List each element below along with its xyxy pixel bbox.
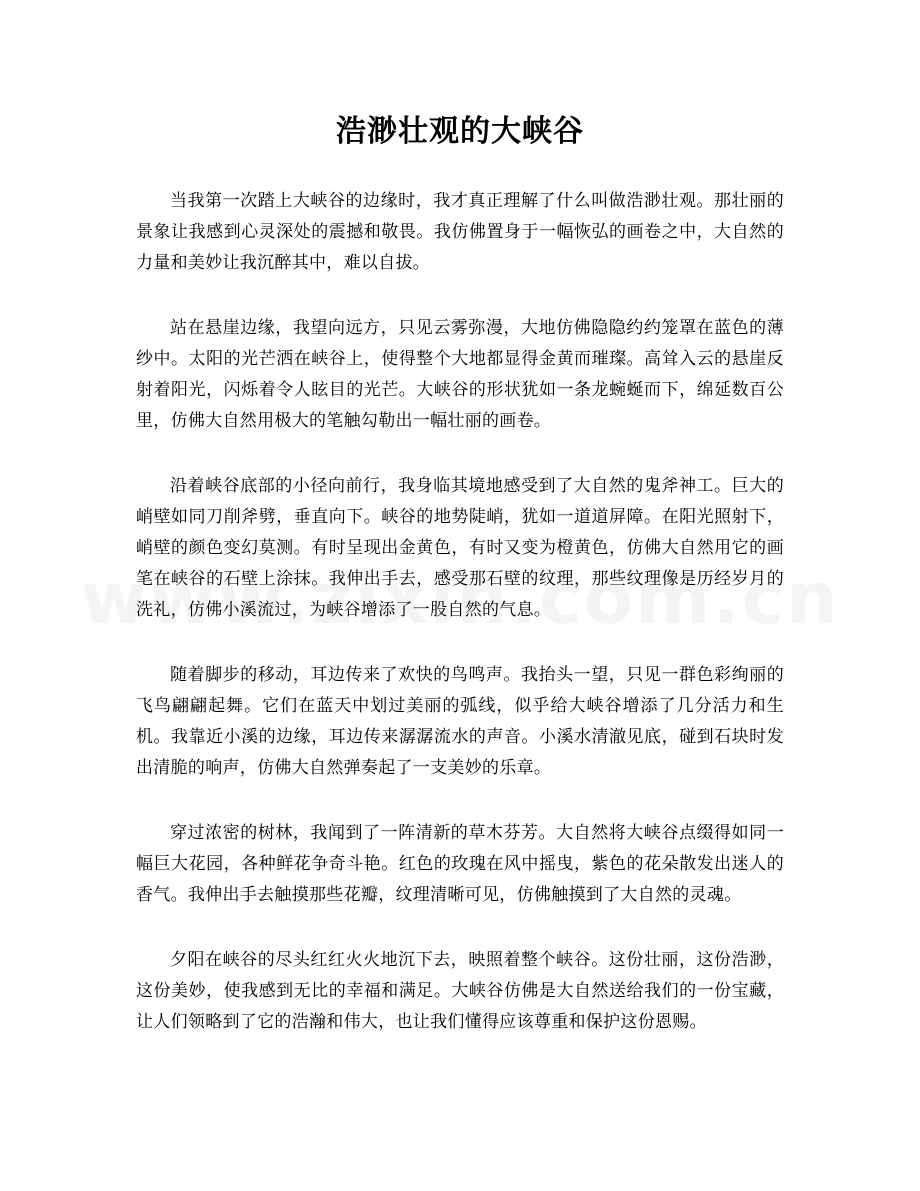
document-title: 浩渺壮观的大峡谷 — [336, 114, 584, 149]
paragraph-3: 沿着峡谷底部的小径向前行，我身临其境地感受到了大自然的鬼斧神工。巨大的峭壁如同刀削斧劈，垂直向下。峡谷的地势陡峭，犹如一道道屏障。在阳光照射下，峭壁的颜色变幻莫测。有时呈现出金黄色，有时又变为橙黄色，仿佛大自然用它的画笔在峡谷的石壁上涂抹。我伸出手去，感受那石壁的纹理，那些纹理像是历经岁月的洗礼，仿佛小溪流过，为峡谷增添了一股自然的气息。 — [136, 476, 784, 620]
document-body — [136, 186, 784, 1072]
paragraph-1: 当我第一次踏上大峡谷的边缘时，我才真正理解了什么叫做浩渺壮观。那壮丽的景象让我感到心灵深处的震撼和敬畏。我仿佛置身于一幅恢弘的画卷之中，大自然的力量和美妙让我沉醉其中，难以自拔。 — [136, 191, 784, 273]
paragraph-2: 站在悬崖边缘，我望向远方，只见云雾弥漫，大地仿佛隐隐约约笼罩在蓝色的薄纱中。太阳的光芒洒在峡谷上，使得整个大地都显得金黄而璀璨。高耸入云的悬崖反射着阳光，闪烁着令人眩目的光芒。大峡谷的形状犹如一条龙蜿蜒而下，绵延数百公里，仿佛大自然用极大的笔触勾勒出一幅壮丽的画卷。 — [136, 318, 784, 431]
paragraph-5: 穿过浓密的树林，我闻到了一阵清新的草木芬芳。大自然将大峡谷点缀得如同一幅巨大花园，各种鲜花争奇斗艳。红色的玫瑰在风中摇曳，紫色的花朵散发出迷人的香气。我伸出手去触摸那些花瓣，纹理清晰可见，仿佛触摸到了大自然的灵魂。 — [136, 823, 784, 905]
paragraph-6: 夕阳在峡谷的尽头红红火火地沉下去，映照着整个峡谷。这份壮丽，这份浩渺，这份美妙，使我感到无比的幸福和满足。大峡谷仿佛是大自然送给我们的一份宝藏，让人们领略到了它的浩瀚和伟大，也让我们懂得应该尊重和保护这份恩赐。 — [136, 950, 784, 1032]
paragraph-4: 随着脚步的移动，耳边传来了欢快的鸟鸣声。我抬头一望，只见一群色彩绚丽的飞鸟翩翩起舞。它们在蓝天中划过美丽的弧线，似乎给大峡谷增添了几分活力和生机。我靠近小溪的边缘，耳边传来潺潺流水的声音。小溪水清澈见底，碰到石块时发出清脆的响声，仿佛大自然弹奏起了一支美妙的乐章。 — [136, 665, 784, 778]
